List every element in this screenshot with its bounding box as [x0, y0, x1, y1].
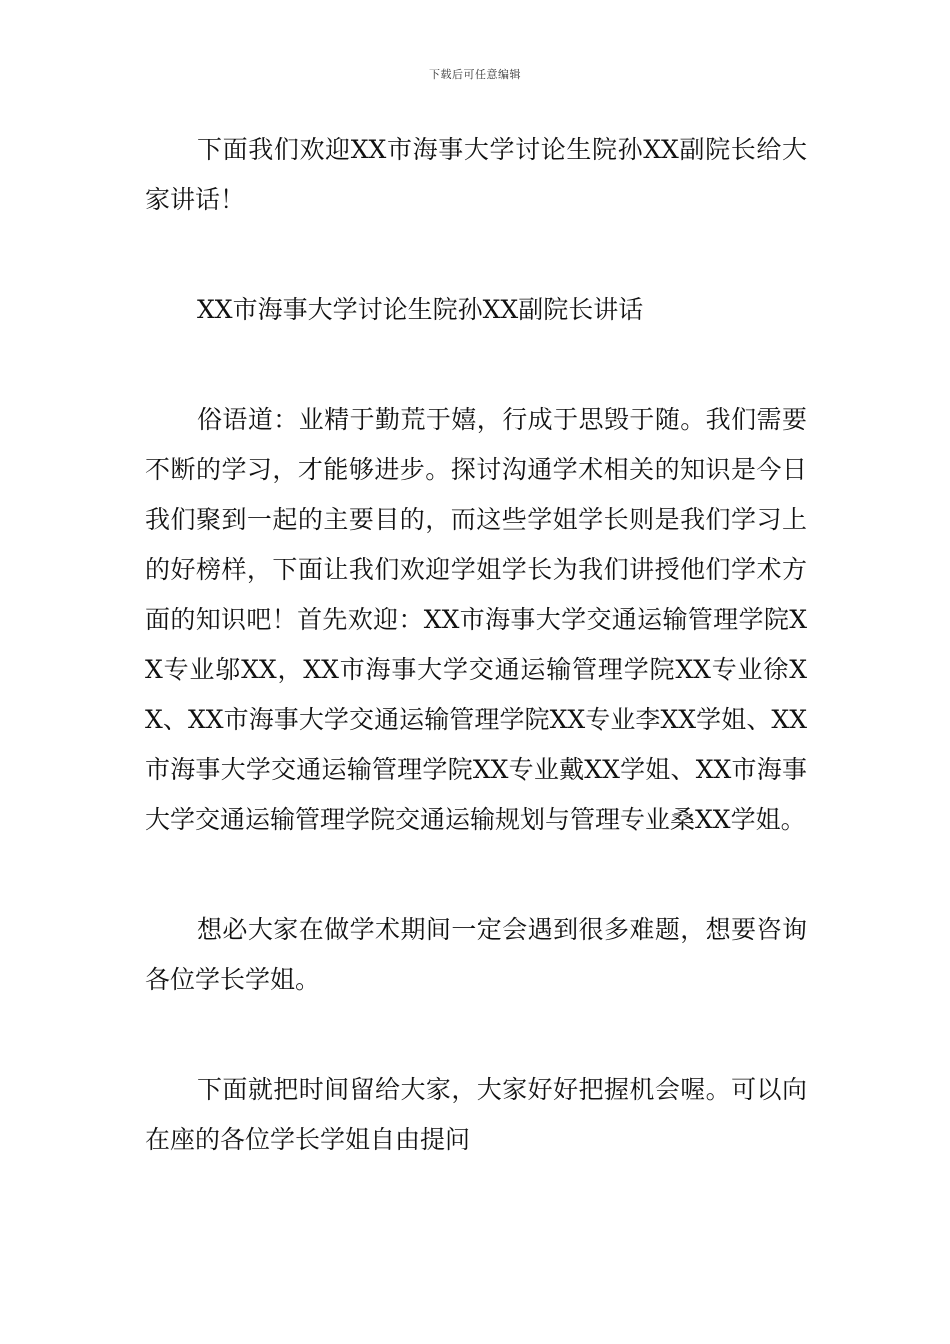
paragraph-closing: 下面就把时间留给大家，大家好好把握机会喔。可以向在座的各位学长学姐自由提问	[145, 1075, 807, 1154]
paragraph-intro: 下面我们欢迎XX市海事大学讨论生院孙XX副院长给大家讲话！	[145, 135, 807, 214]
document-body	[145, 125, 807, 1165]
paragraph-speech-title: XX市海事大学讨论生院孙XX副院长讲话	[197, 295, 644, 324]
page-header: 下载后可任意编辑	[429, 68, 521, 81]
paragraph-speech-body: 俗语道：业精于勤荒于嬉，行成于思毁于随。我们需要不断的学习，才能够进步。探讨沟通学术相关的知识是今日我们聚到一起的主要目的，而这些学姐学长则是我们学习上的好榜样，下面让我们欢迎学姐学长为我们讲授他们学术方面的知识吧！首先欢迎：XX市海事大学交通运输管理学院XX专业邬XX，XX市海事大学交通运输管理学院XX专业徐XX、XX市海事大学交通运输管理学院XX专业李XX学姐、XX市海事大学交通运输管理学院XX专业戴XX学姐、XX市海事大学交通运输管理学院交通运输规划与管理专业桑XX学姐。	[145, 405, 807, 834]
paragraph-questions: 想必大家在做学术期间一定会遇到很多难题，想要咨询各位学长学姐。	[145, 915, 807, 994]
